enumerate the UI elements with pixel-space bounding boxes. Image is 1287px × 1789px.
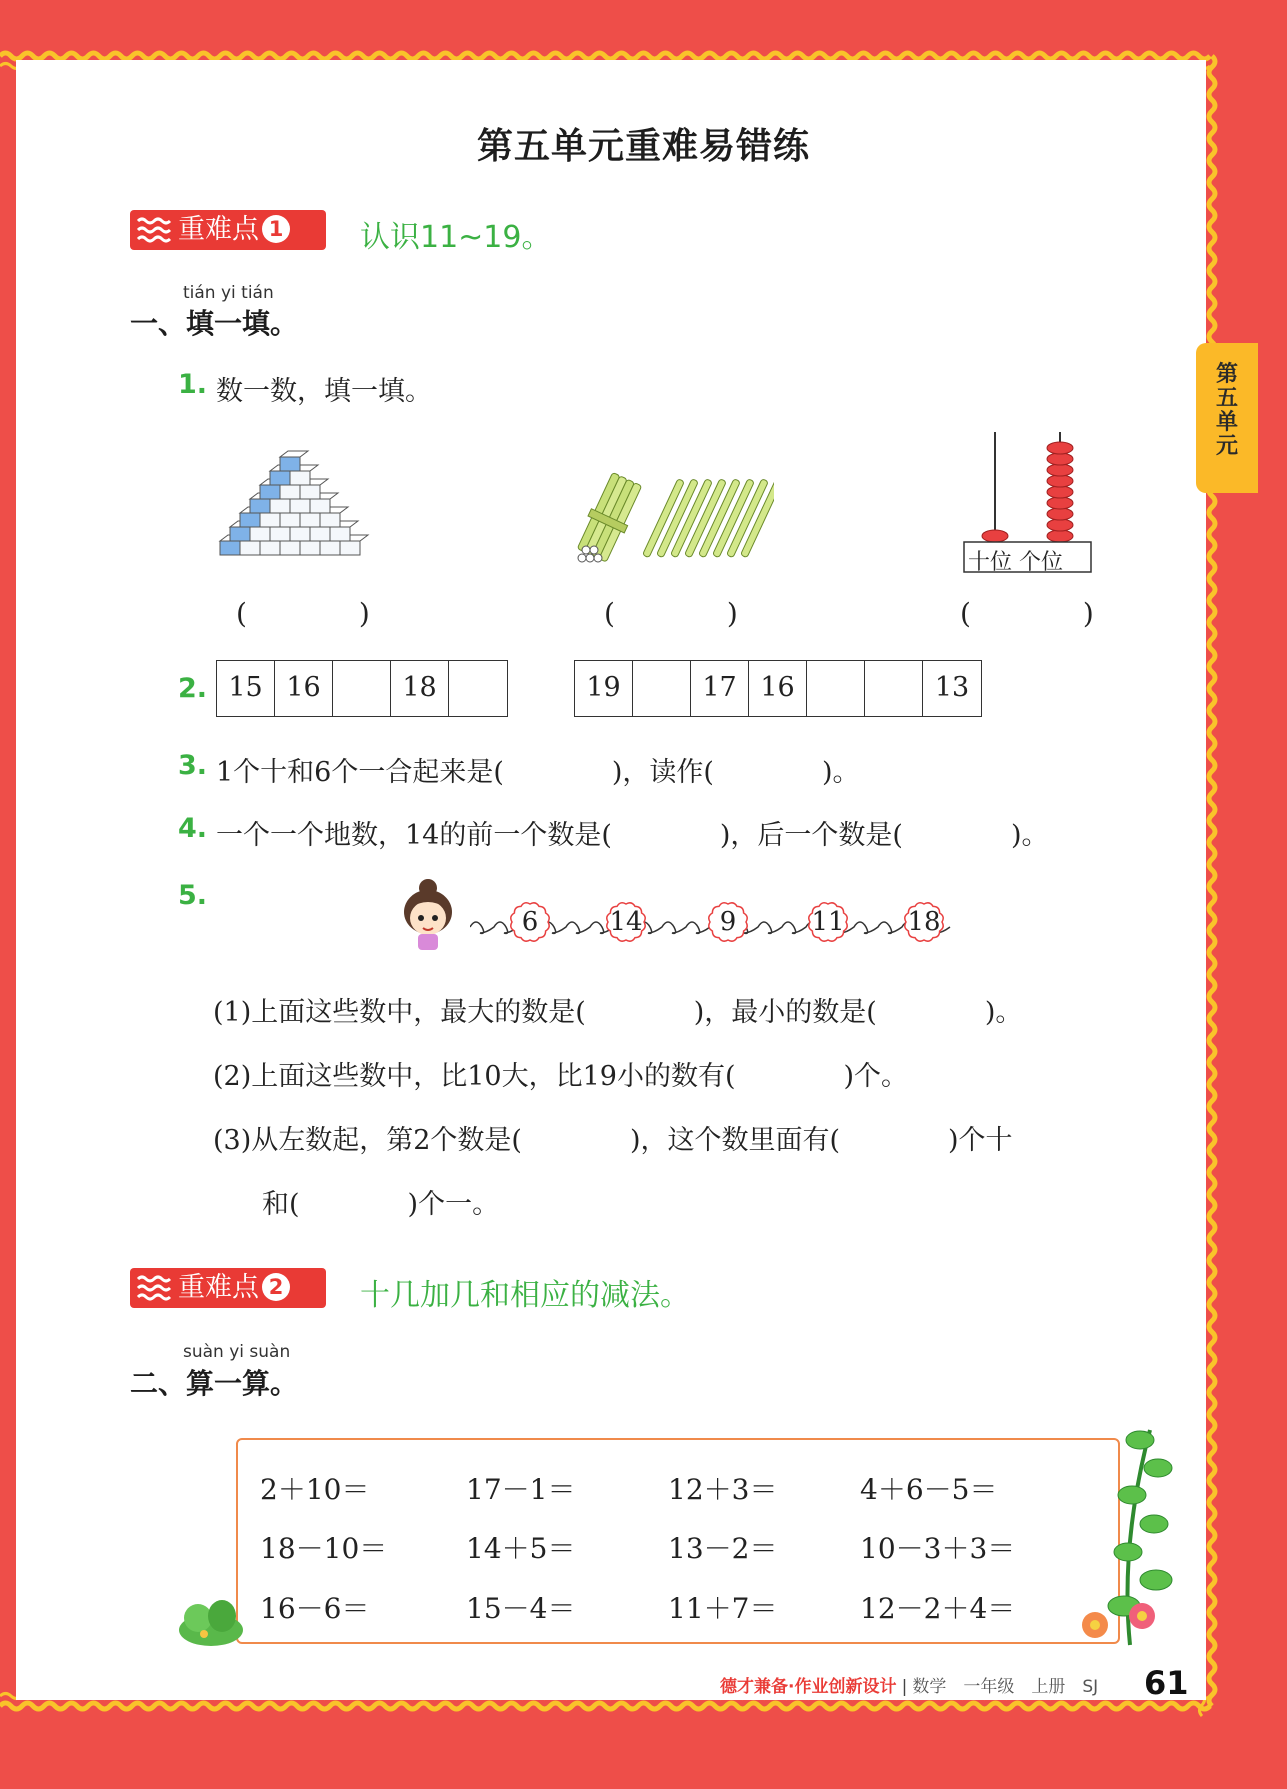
cube [250, 527, 270, 541]
abacus-bead [1047, 486, 1073, 498]
sequence-cell-blank[interactable] [333, 661, 391, 716]
cube [260, 513, 280, 527]
left-bush-decoration [176, 1590, 246, 1646]
sequence-cell-blank[interactable] [865, 661, 923, 716]
question-text: 数一数，填一填。 [216, 376, 432, 407]
number-flower [706, 900, 750, 944]
cube [330, 527, 350, 541]
side-tab-char: 第 [1215, 362, 1238, 387]
number-flower [508, 900, 552, 944]
sequence-cell-blank[interactable] [807, 661, 865, 716]
number-sequence-1 [216, 660, 508, 717]
girl-character-image [394, 876, 464, 952]
sub-question-continued: 和( )个一。 [262, 1189, 500, 1220]
footer-separator: | [901, 1677, 908, 1697]
question-number: 5. [178, 880, 208, 911]
badge-number: 1 [262, 215, 290, 243]
cube [280, 541, 300, 555]
cube [270, 527, 290, 541]
sequence-cell: 19 [575, 661, 633, 716]
cube-pyramid-image [216, 445, 386, 563]
cube-face [280, 451, 308, 457]
calc-item: 16－6＝ [260, 1592, 370, 1625]
calc-item: 11＋7＝ [668, 1592, 778, 1625]
pinyin-annotation: suàn yi suàn [183, 1342, 291, 1362]
calc-item: 18－10＝ [260, 1532, 388, 1565]
calc-item: 12＋3＝ [668, 1473, 778, 1506]
abacus-bead [1047, 508, 1073, 520]
cube [300, 541, 320, 555]
cube [290, 527, 310, 541]
abacus-bead [1047, 530, 1073, 542]
calc-item: 10－3＋3＝ [860, 1532, 1016, 1565]
cube [240, 513, 260, 527]
cube [290, 499, 310, 513]
cube [280, 513, 300, 527]
calc-item: 12－2＋4＝ [860, 1592, 1016, 1625]
sequence-cell: 18 [391, 661, 449, 716]
section-topic: 十几加几和相应的减法。 [360, 1278, 690, 1313]
flower-number: 6 [521, 907, 539, 937]
cube [270, 499, 290, 513]
number-flower [902, 900, 946, 944]
question-number: 3. [178, 750, 208, 781]
cube [310, 527, 330, 541]
calc-item: 2＋10＝ [260, 1473, 370, 1506]
sequence-cell-blank[interactable] [449, 661, 507, 716]
abacus-bead [1047, 497, 1073, 509]
cube [250, 499, 270, 513]
number-flower [604, 900, 648, 944]
sequence-cell-blank[interactable] [633, 661, 691, 716]
unit-side-tab [1196, 343, 1258, 493]
cube [270, 471, 290, 485]
cube [300, 485, 320, 499]
sequence-cell: 16 [749, 661, 807, 716]
abacus-bead [1047, 464, 1073, 476]
cube [340, 541, 360, 555]
number-flower [806, 900, 850, 944]
page-footer [720, 1664, 1189, 1702]
part-heading: 一、填一填。 [130, 307, 299, 340]
sub-question: (3)从左数起，第2个数是( )，这个数里面有( )个十 [213, 1125, 1013, 1156]
side-tab-char: 单 [1215, 410, 1238, 435]
page-title: 第五单元重难易错练 [476, 126, 810, 167]
cube [320, 541, 340, 555]
footer-book-info: 数学 一年级 上册 SJ [912, 1677, 1099, 1697]
calc-item: 14＋5＝ [466, 1532, 576, 1565]
cube [260, 541, 280, 555]
sequence-cell: 15 [217, 661, 275, 716]
abacus-bead [1047, 475, 1073, 487]
cube [240, 541, 260, 555]
cube [310, 499, 330, 513]
answer-blank[interactable]: ( ) [604, 597, 738, 630]
answer-blank[interactable]: ( ) [236, 597, 370, 630]
abacus-bead [1047, 453, 1073, 465]
flower-number: 18 [907, 907, 941, 937]
side-tab-char: 元 [1215, 434, 1238, 459]
sub-question: (2)上面这些数中，比10大，比19小的数有( )个。 [213, 1061, 909, 1092]
badge-number: 2 [262, 1273, 290, 1301]
number-sequence-2 [574, 660, 982, 717]
calc-item: 17－1＝ [466, 1473, 576, 1506]
sequence-cell: 13 [934, 672, 970, 703]
question-text: 1个十和6个一合起来是( )，读作( )。 [216, 757, 860, 788]
section-topic: 认识11~19。 [360, 220, 552, 255]
flower-number: 14 [609, 907, 643, 937]
cube [280, 457, 300, 471]
badge-label: 重难点 [178, 1272, 259, 1303]
footer-brand: 德才兼备·作业创新设计 [720, 1677, 897, 1697]
calc-item: 13－2＝ [668, 1532, 778, 1565]
wave-lines-icon [136, 215, 172, 245]
question-number: 4. [178, 813, 208, 844]
cube [230, 527, 250, 541]
cube [320, 513, 340, 527]
calc-item: 4＋6－5＝ [860, 1473, 998, 1506]
side-tab-char: 五 [1215, 386, 1238, 411]
question-number: 1. [178, 369, 208, 400]
key-point-badge-1 [130, 210, 326, 250]
cube [260, 485, 280, 499]
flower-number: 11 [811, 907, 845, 937]
key-point-badge-2 [130, 1268, 326, 1308]
abacus-place-labels: 十位 个位 [968, 550, 1063, 575]
badge-label: 重难点 [178, 214, 259, 245]
right-plant-decoration [1060, 1420, 1185, 1648]
cube [290, 471, 310, 485]
abacus-bead [1047, 442, 1073, 454]
sub-question: (1)上面这些数中，最大的数是( )，最小的数是( )。 [213, 997, 1023, 1028]
page-number: 61 [1144, 1664, 1189, 1702]
cube [220, 541, 240, 555]
answer-blank[interactable]: ( ) [960, 597, 1094, 630]
sticks-bundle-image [574, 470, 774, 568]
calc-item: 15－4＝ [466, 1592, 576, 1625]
question-text: 一个一个地数，14的前一个数是( )，后一个数是( )。 [216, 820, 1049, 851]
abacus-bead [1047, 519, 1073, 531]
wave-lines-icon [136, 1273, 172, 1303]
sequence-cell: 16 [275, 661, 333, 716]
part-heading: 二、算一算。 [130, 1367, 299, 1400]
flower-number: 9 [719, 907, 737, 937]
cube [300, 513, 320, 527]
cube [280, 485, 300, 499]
sequence-cell: 17 [691, 661, 749, 716]
question-number: 2. [178, 673, 208, 704]
pinyin-annotation: tián yi tián [183, 283, 274, 303]
